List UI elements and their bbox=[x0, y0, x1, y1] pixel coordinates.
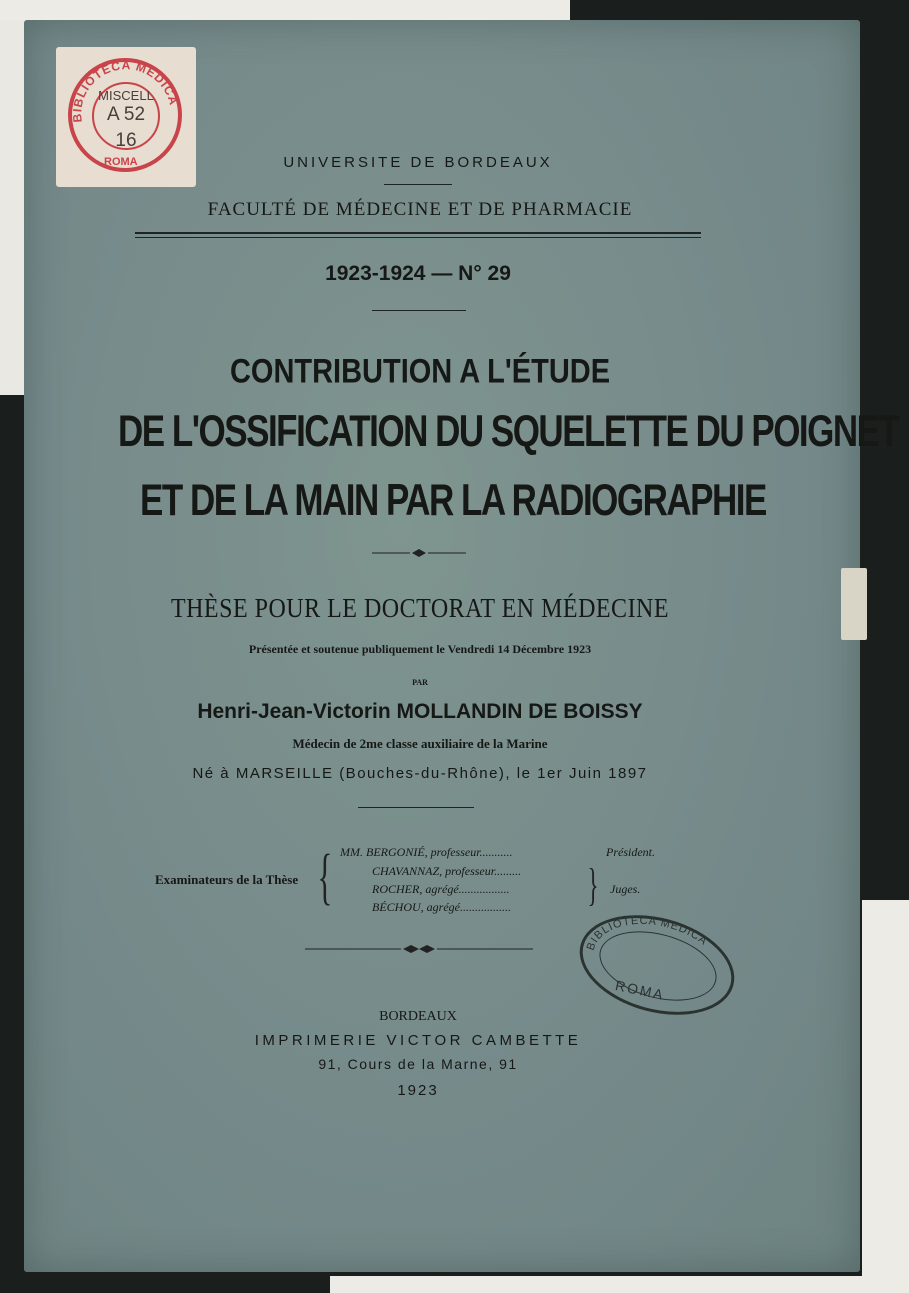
title-line-1: CONTRIBUTION A L'ÉTUDE bbox=[229, 353, 611, 391]
examiner-row-3 bbox=[372, 882, 510, 897]
imprint-printer: IMPRIMERIE VICTOR CAMBETTE bbox=[254, 1032, 582, 1049]
author-role: Médecin de 2me classe auxiliaire de la Marine bbox=[292, 736, 548, 751]
examiner-row-1 bbox=[340, 845, 513, 860]
examiners-left-brace: { bbox=[317, 843, 333, 911]
scan-background-top bbox=[0, 0, 570, 20]
thesis-heading: THÈSE POUR LE DOCTORAT EN MÉDECINE bbox=[170, 593, 670, 624]
library-stamp-line-3: 16 bbox=[115, 130, 137, 151]
author-birth: Né à MARSEILLE (Bouches-du-Rhône), le 1er Juin 1897 bbox=[192, 765, 648, 782]
examiners-ornament bbox=[305, 943, 533, 955]
university-name: UNIVERSITE DE BORDEAUX bbox=[283, 154, 553, 171]
library-stamp-city: ROMA bbox=[104, 156, 138, 168]
examiner-row-4 bbox=[372, 900, 511, 915]
examiner-2-name: CHAVANNAZ, professeur......... bbox=[372, 864, 522, 878]
scan-background-bottom bbox=[330, 1276, 909, 1293]
imprint-address: 91, Cours de la Marne, 91 bbox=[318, 1056, 518, 1072]
thesis-presented: Présentée et soutenue publiquement le Vendredi 14 Décembre 1923 bbox=[248, 642, 592, 656]
title-line-3: ET DE LA MAIN PAR LA RADIOGRAPHIE bbox=[140, 475, 766, 526]
year-number: 1923-1924 — N° 29 bbox=[325, 262, 511, 285]
scan-background-right bbox=[862, 900, 909, 1293]
examiners-right-brace: } bbox=[587, 859, 599, 910]
title-ornament bbox=[372, 547, 466, 559]
imprint-city: BORDEAUX bbox=[379, 1009, 457, 1024]
year-divider bbox=[372, 310, 466, 311]
header-divider-short bbox=[384, 184, 452, 185]
examiner-1-name: MM. BERGONIÉ, professeur........... bbox=[340, 845, 513, 859]
library-stamp-arc-text: BIBLIOTECA MEDICA bbox=[70, 58, 181, 123]
title-line-2: DE L'OSSIFICATION DU SQUELETTE DU POIGNET bbox=[118, 406, 899, 457]
oval-stamp-arc-text: BIBLIOTECA MEDICA bbox=[584, 914, 710, 953]
author-name: Henri-Jean-Victorin MOLLANDIN DE BOISSY bbox=[197, 700, 643, 723]
examiner-3-name: ROCHER, agrégé................. bbox=[372, 882, 510, 896]
header-double-rule-top bbox=[135, 232, 701, 234]
library-stamp-line-1: MISCELL bbox=[98, 88, 154, 103]
examiner-3-role: Juges. bbox=[610, 882, 641, 896]
binding-tab bbox=[841, 568, 867, 640]
oval-stamp-city: ROMA bbox=[613, 976, 667, 1004]
imprint-year: 1923 bbox=[397, 1082, 439, 1099]
examiner-row-2 bbox=[372, 864, 521, 879]
library-stamp-line-2: A 52 bbox=[106, 104, 146, 125]
examiner-4-name: BÉCHOU, agrégé................. bbox=[372, 900, 511, 914]
examiner-1-role: Président. bbox=[606, 845, 655, 859]
thesis-divider bbox=[358, 807, 474, 808]
examiners-label: Examinateurs de la Thèse bbox=[155, 872, 299, 887]
header-double-rule-bottom bbox=[135, 237, 701, 238]
thesis-par: PAR bbox=[412, 678, 428, 687]
faculty-name: FACULTÉ DE MÉDECINE ET DE PHARMACIE bbox=[207, 199, 633, 220]
